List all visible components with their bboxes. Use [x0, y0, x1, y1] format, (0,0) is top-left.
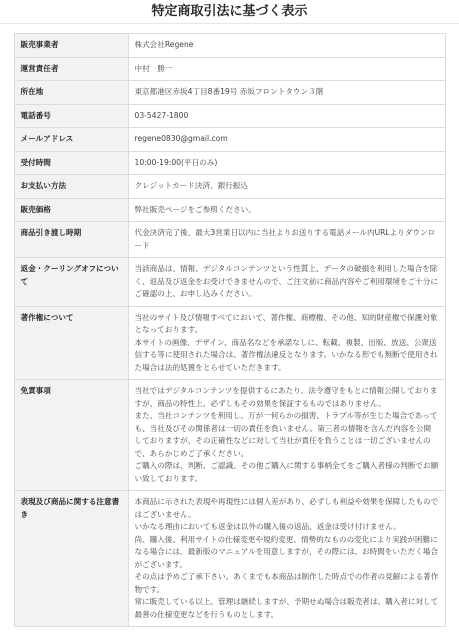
row-label: 販売事業者 [14, 34, 128, 58]
row-label: 返金・クーリングオフについて [14, 258, 128, 307]
row-value: 当社ではデジタルコンテンツを提供するにあたり、法令遵守をもとに情報公開しておりますが、商品の特性上、必ずしもその効果を保証するものではありません。 また、当社コンテンツを利用し、万が一何らかの損害、トラブル等が生じた場合であっても、当社及びその関係者は一切の責任を負いません。第三者の情報を含んだ内容を公開しておりますが、その正確性などに対して当社が責任を負うことは一切ございませんので、あらかじめご了承ください。 ご購入の際は、判断、ご認識、その他ご購入に関する事柄全てをご購入者様の判断でお願い致しております。 [128, 380, 445, 491]
row-label: 著作権について [14, 306, 128, 380]
row-value: 10:00-19:00(平日のみ) [128, 151, 445, 175]
row-label: 所在地 [14, 81, 128, 105]
table-row-notes [14, 491, 445, 627]
row-value: 03-5427-1800 [128, 104, 445, 128]
table-row-manager [14, 57, 445, 81]
table-row-price [14, 198, 445, 222]
table-row-delivery [14, 222, 445, 258]
row-label: 表現及び商品に関する注意書き [14, 491, 128, 627]
table-row-phone [14, 104, 445, 128]
row-value: 東京都港区赤坂4丁目8番19号 赤坂フロントタウン３階 [128, 81, 445, 105]
row-value: クレジットカード決済、銀行振込 [128, 175, 445, 199]
row-label: お支払い方法 [14, 175, 128, 199]
table-row-copyright [14, 306, 445, 380]
table-row-hours [14, 151, 445, 175]
table-row-address [14, 81, 445, 105]
table-row-payment [14, 175, 445, 199]
page-title: 特定商取引法に基づく表示 [0, 0, 459, 24]
table-row-refund [14, 258, 445, 307]
row-value: 弊社販売ページをご参照ください。 [128, 198, 445, 222]
table-row-seller [14, 34, 445, 58]
row-value: 当社のサイト及び情報すべてにおいて、著作権、商標権、その他、知的財産権で保護対象となっております。 本サイトの画像、デザイン、商品名などを承諾なしに、転載、複製、出版、放送、公衆送信する等に使用された場合は、著作権法違反となります。いかなる形でも無断で使用された場合は法的処置をとらせていただきます。 [128, 306, 445, 380]
row-label: 電話番号 [14, 104, 128, 128]
table-row-disclaimer [14, 380, 445, 491]
email-value[interactable]: regene0830@gmail.com [128, 128, 445, 152]
row-value: 当該商品は、情報、デジタルコンテンツという性質上、データの破損を利用した場合を除く、返品及び返金をお受けできませんので、ご注文前に商品内容やご利用環境をご十分にご確認の上、お申し込みください。 [128, 258, 445, 307]
row-value: 中村 勝一 [128, 57, 445, 81]
row-label: 受付時間 [14, 151, 128, 175]
row-value: 株式会社Regene [128, 34, 445, 58]
commerce-law-table [14, 33, 446, 627]
row-label: 商品引き渡し時期 [14, 222, 128, 258]
row-label: 免責事項 [14, 380, 128, 491]
row-label: 運営責任者 [14, 57, 128, 81]
row-label: メールアドレス [14, 128, 128, 152]
row-value: 本商品に示された表現や再現性には個人差があり、必ずしも利益や効果を保障したものではございません。 いかなる理由においても返金は以外の購入後の返品、返金は受け付けません。 尚、購入後、利用サイトの仕様変更や規約変更、情勢的なものの変化により実践が困難になる場合には、最新版のマニュアルを用意しますが、その際には、お時間をいただく場合がございます。 その点は予めご了承下さい。あくまでも本商品は制作した時点での作者の見解による著作物です。 常に販売している以上、管理は継続しますが、予期せぬ場合は販売者は、購入者に対して最善の仕様変更などを行うものとします。 [128, 491, 445, 627]
table-row-email [14, 128, 445, 152]
row-label: 販売価格 [14, 198, 128, 222]
row-value: 代金決済完了後、最大3営業日以内に当社よりお送りする電話メール内URLよりダウンロード [128, 222, 445, 258]
